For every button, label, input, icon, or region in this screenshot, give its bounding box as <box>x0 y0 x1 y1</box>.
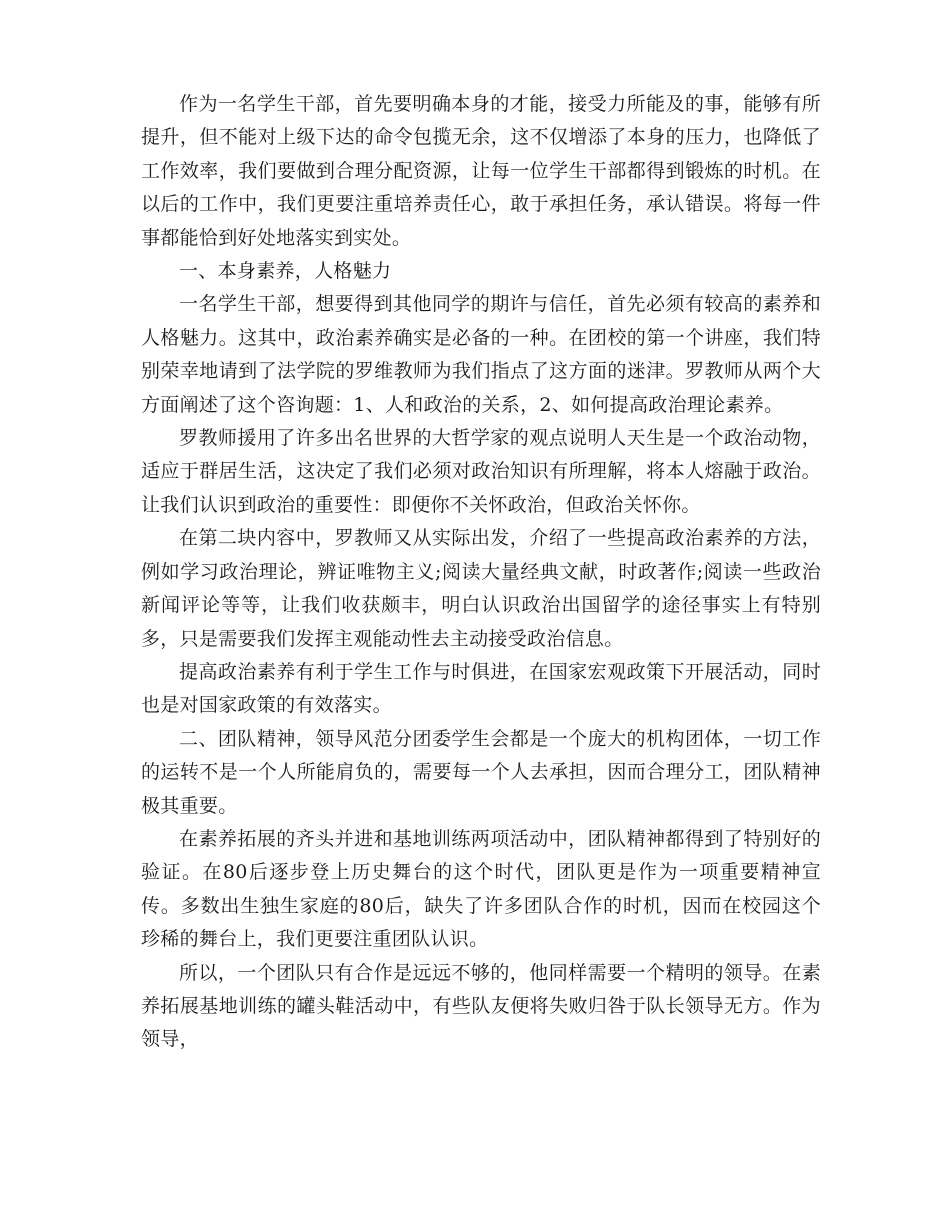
paragraph-1: 作为一名学生干部，首先要明确本身的才能，接受力所能及的事，能够有所提升，但不能对上级下达的命令包揽无余，这不仅增添了本身的压力，也降低了工作效率，我们要做到合理分配资源，让每一位学生干部都得到锻炼的时机。在以后的工作中，我们更要注重培养责任心，敢于承担任务，承认错误。将每一件事都能恰到好处地落实到实处。 <box>141 93 821 249</box>
paragraph-2: 一名学生干部，想要得到其他同学的期许与信任，首先必须有较高的素养和人格魅力。这其中，政治素养确实是必备的一种。在团校的第一个讲座，我们特别荣幸地请到了法学院的罗维教师为我们指点了这方面的迷津。罗教师从两个大方面阐述了这个咨询题：1、人和政治的关系，2、如何提高政治理论素养。 <box>141 293 821 416</box>
paragraph-5: 提高政治素养有利于学生工作与时俱进，在国家宏观政策下开展活动，同时也是对国家政策的有效落实。 <box>141 660 821 717</box>
paragraph-4: 在第二块内容中，罗教师又从实际出发，介绍了一些提高政治素养的方法，例如学习政治理论，辨证唯物主义;阅读大量经典文献，时政著作;阅读一些政治新闻评论等等，让我们收获颇丰，明白认识政治出国留学的途径事实上有特别多，只是需要我们发挥主观能动性去主动接受政治信息。 <box>141 527 821 650</box>
section-heading-2: 二、团队精神，领导风范分团委学生会都是一个庞大的机构团体，一切工作的运转不是一个人所能肩负的，需要每一个人去承担，因而合理分工，团队精神极其重要。 <box>141 727 821 817</box>
document-body <box>141 88 821 1057</box>
paragraph-7: 所以，一个团队只有合作是远远不够的，他同样需要一个精明的领导。在素养拓展基地训练的罐头鞋活动中，有些队友便将失败归咎于队长领导无方。作为领导， <box>141 961 821 1051</box>
paragraph-6: 在素养拓展的齐头并进和基地训练两项活动中，团队精神都得到了特别好的验证。在80后逐步登上历史舞台的这个时代，团队更是作为一项重要精神宣传。多数出生独生家庭的80后，缺失了许多团队合作的时机，因而在校园这个珍稀的舞台上，我们更要注重团队认识。 <box>141 827 821 951</box>
paragraph-3: 罗教师援用了许多出名世界的大哲学家的观点说明人天生是一个政治动物，适应于群居生活，这决定了我们必须对政治知识有所理解，将本人熔融于政治。让我们认识到政治的重要性：即便你不关怀政治，但政治关怀你。 <box>141 427 821 516</box>
section-heading-1: 一、本身素养，人格魅力 <box>179 260 392 283</box>
